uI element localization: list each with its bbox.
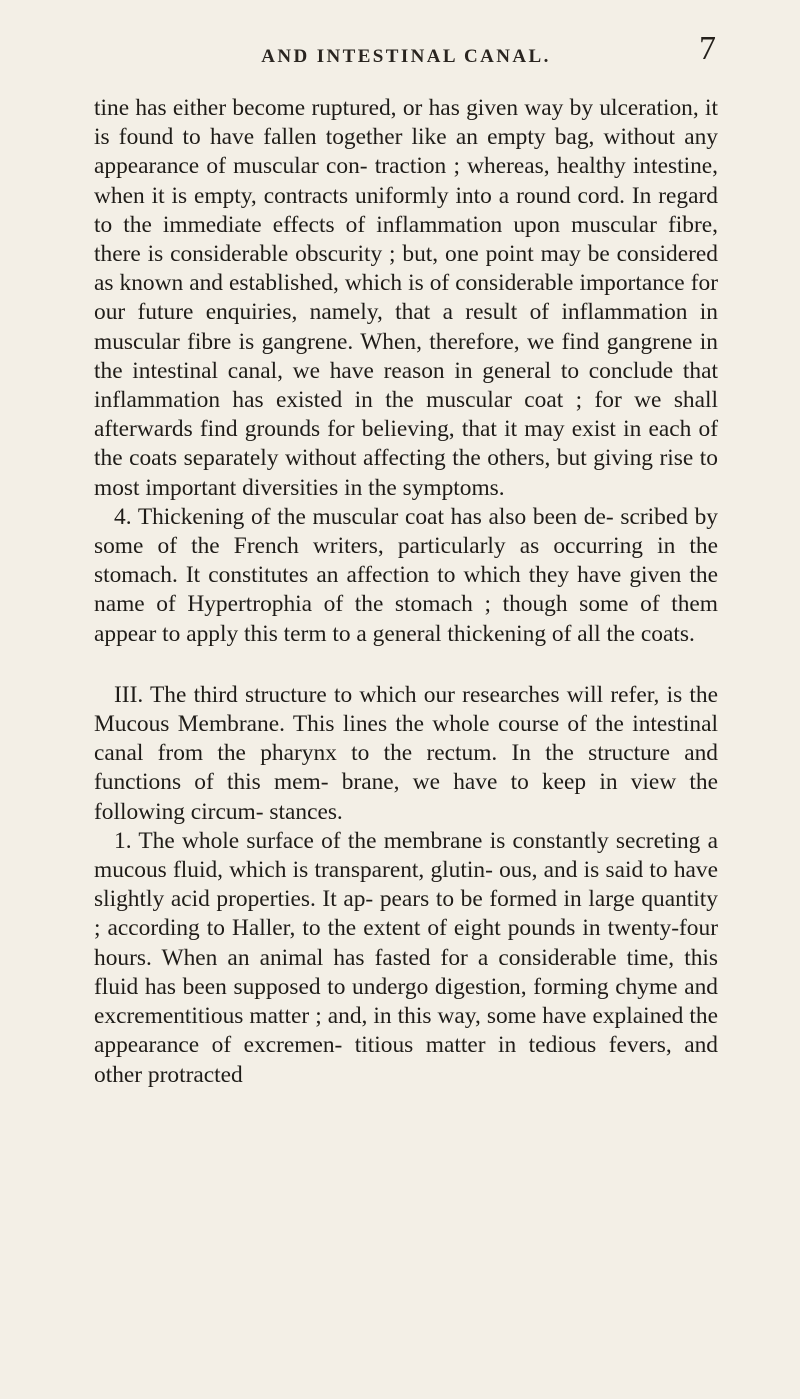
paragraph-continuation: tine has either become ruptured, or has given way by ulceration, it is found to have fallen together like an empty bag, without any appearance of muscular con- traction ; whereas, healthy intestine, when it is empty, contracts uniformly into a round cord. In regard to the immediate effects of inflammation upon muscular fibre, there is considerable obscurity ; but, one point may be considered as known and established, which is of considerable importance for our future enquiries, namely, that a result of inflammation in muscular fibre is gangrene. When, therefore, we find gangrene in the intestinal canal, we have reason in general to conclude that inflammation has existed in the muscular coat ; for we shall afterwards find grounds for believing, that it may exist in each of the coats separately without affecting the others, but giving rise to most important diversities in the symptoms. — [94, 95, 718, 501]
paragraph-mucous-fluid: 1. The whole surface of the membrane is constantly secreting a mucous fluid, which is transparent, glutin- ous, and is said to have slightly acid properties. It ap- pears to be formed in large quantity ; according to Haller, to the extent of eight pounds in twenty-four hours. When an animal has fasted for a considerable time, this fluid has been supposed to undergo digestion, forming chyme and excrementitious matter ; and, in this way, some have explained the appearance of excremen- titious matter in tedious fevers, and other protracted — [94, 827, 718, 1088]
paragraph-mucous-membrane: III. The third structure to which our researches will refer, is the Mucous Membrane. This lines the whole course of the intestinal canal from the pharynx to the rectum. In the structure and functions of this mem- brane, we have to keep in view the following circum- stances. — [94, 681, 718, 825]
running-header-title: AND INTESTINAL CANAL. — [261, 46, 551, 67]
running-head — [94, 30, 718, 76]
page-number: 7 — [699, 30, 716, 67]
page-body — [94, 94, 718, 1090]
paragraph-thickening: 4. Thickening of the muscular coat has also been de- scribed by some of the French writers, particularly as occurring in the stomach. It constitutes an affection to which they have given the name of Hypertrophia of the stomach ; though some of them appear to apply this term to a general thickening of all the coats. — [94, 503, 718, 647]
